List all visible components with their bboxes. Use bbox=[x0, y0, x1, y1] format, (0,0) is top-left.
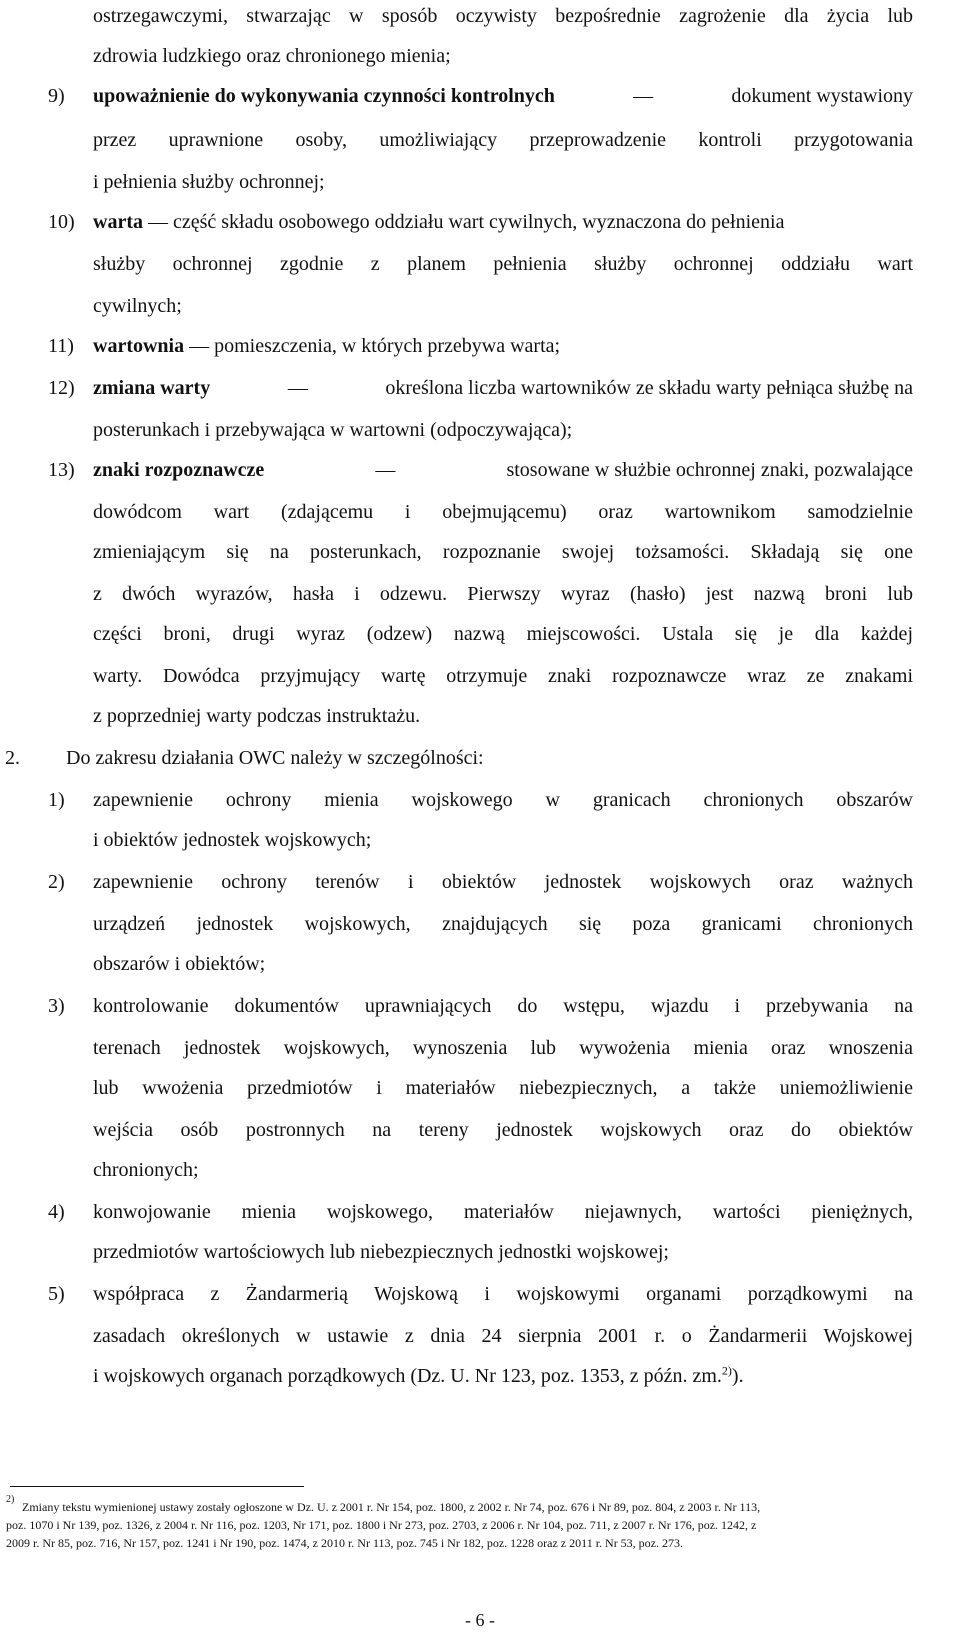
definition-first-line bbox=[93, 84, 913, 108]
footnote-line: poz. 1070 i Nr 139, poz. 1326, z 2004 r. Nr 116, poz. 1203, Nr 171, poz. 1800 i Nr 273, poz. 2703, z 2006 r. Nr 104, poz. 711, z 2007 r. Nr 176, poz. 1242, z bbox=[6, 1518, 757, 1532]
item-number: 13) bbox=[48, 459, 75, 481]
definition-first-line bbox=[93, 458, 913, 482]
item-number: 4) bbox=[48, 1201, 65, 1223]
text-line: przedmiotów wartościowych lub niebezpiecznych jednostki wojskowej; bbox=[93, 1241, 669, 1263]
text-line: dowódcom wart (zdającemu i obejmującemu) oraz wartownikom samodzielnie bbox=[93, 501, 913, 523]
footnote-mark: 2) bbox=[6, 1494, 15, 1505]
definition-term: warta bbox=[93, 211, 143, 233]
definition-term: zmiana warty bbox=[93, 377, 211, 399]
section-heading: Do zakresu działania OWC należy w szczególności: bbox=[66, 747, 484, 769]
text-line: cywilnych; bbox=[93, 295, 182, 317]
text-line: kontrolowanie dokumentów uprawniających do wstępu, wjazdu i przebywania na bbox=[93, 995, 913, 1017]
definition-text: część składu osobowego oddziału wart cywilnych, wyznaczona do pełnienia bbox=[172, 211, 785, 233]
definition-first-line bbox=[93, 376, 913, 400]
text-line-with-footnote-ref bbox=[93, 1364, 744, 1388]
definition-term: wartownia bbox=[93, 335, 185, 357]
text-line: warty. Dowódca przyjmujący wartę otrzymuje znaki rozpoznawcze wraz ze znakami bbox=[93, 665, 913, 687]
text-line: lub wwożenia przedmiotów i materiałów niebezpiecznych, a także uniemożliwienie bbox=[93, 1077, 913, 1099]
footnote-separator bbox=[10, 1486, 304, 1487]
page-number: - 6 - bbox=[465, 1610, 495, 1630]
item-number: 3) bbox=[48, 995, 65, 1017]
definition-text: określona liczba wartowników ze składu warty pełniąca służbę na bbox=[385, 377, 913, 399]
text-line: i obiektów jednostek wojskowych; bbox=[93, 829, 372, 851]
item-number: 11) bbox=[48, 335, 74, 357]
item-number: 5) bbox=[48, 1283, 65, 1305]
definition-first-line bbox=[93, 334, 560, 358]
text-line: ostrzegawczymi, stwarzając w sposób oczywisty bezpośrednie zagrożenie dla życia lub bbox=[93, 5, 913, 27]
dash: — bbox=[147, 211, 168, 233]
item-number: 12) bbox=[48, 377, 75, 399]
dash: — bbox=[287, 377, 308, 399]
text-line: przez uprawnione osoby, umożliwiający przeprowadzenie kontroli przygotowania bbox=[93, 129, 913, 151]
item-number: 1) bbox=[48, 789, 65, 811]
definition-term: upoważnienie do wykonywania czynności kontrolnych bbox=[93, 85, 555, 107]
text-line: wejścia osób postronnych na tereny jednostek wojskowych oraz do obiektów bbox=[93, 1119, 913, 1141]
text-line: urządzeń jednostek wojskowych, znajdujących się poza granicami chronionych bbox=[93, 913, 913, 935]
text-line: obszarów i obiektów; bbox=[93, 953, 266, 975]
definition-text: stosowane w służbie ochronnej znaki, pozwalające bbox=[506, 459, 913, 481]
item-number: 9) bbox=[48, 85, 65, 107]
text-line: zapewnienie ochrony terenów i obiektów jednostek wojskowych oraz ważnych bbox=[93, 871, 913, 893]
footnote-reference[interactable]: 2) bbox=[721, 1363, 732, 1378]
item-number: 10) bbox=[48, 211, 75, 233]
text-line: współpraca z Żandarmerią Wojskową i wojskowymi organami porządkowymi na bbox=[93, 1283, 913, 1305]
definition-first-line bbox=[93, 210, 784, 234]
text-line: posterunkach i przebywająca w wartowni (odpoczywająca); bbox=[93, 419, 573, 441]
text-line: służby ochronnej zgodnie z planem pełnienia służby ochronnej oddziału wart bbox=[93, 253, 913, 275]
definition-term: znaki rozpoznawcze bbox=[93, 459, 265, 481]
text-segment: i wojskowych organach porządkowych (Dz. U. Nr 123, poz. 1353, z późn. zm. bbox=[93, 1365, 722, 1387]
text-line: z poprzedniej warty podczas instruktażu. bbox=[93, 705, 421, 727]
section-number: 2. bbox=[5, 747, 20, 769]
text-line: i pełnienia służby ochronnej; bbox=[93, 171, 325, 193]
text-line: chronionych; bbox=[93, 1159, 199, 1181]
definition-text: dokument wystawiony bbox=[731, 85, 913, 107]
dash: — bbox=[375, 459, 396, 481]
text-line: konwojowanie mienia wojskowego, materiałów niejawnych, wartości pieniężnych, bbox=[93, 1201, 913, 1223]
dash: — bbox=[633, 85, 654, 107]
footnote-line: 2009 r. Nr 85, poz. 716, Nr 157, poz. 1241 i Nr 190, poz. 1474, z 2010 r. Nr 113, poz. 745 i Nr 182, poz. 1228 oraz z 2011 r. Nr 53, poz. 273. bbox=[6, 1536, 684, 1550]
dash: — bbox=[189, 335, 210, 357]
text-line: z dwóch wyrazów, hasła i odzewu. Pierwszy wyraz (hasło) jest nazwą broni lub bbox=[93, 583, 913, 605]
definition-text: pomieszczenia, w których przebywa warta; bbox=[214, 335, 561, 357]
text-segment: ). bbox=[731, 1365, 744, 1387]
text-line: części broni, drugi wyraz (odzew) nazwą miejscowości. Ustala się je dla każdej bbox=[93, 623, 913, 645]
text-line: zdrowia ludzkiego oraz chronionego mienia; bbox=[93, 45, 451, 67]
footnote-line: Zmiany tekstu wymienionej ustawy zostały ogłoszone w Dz. U. z 2001 r. Nr 154, poz. 1800, z 2002 r. Nr 74, poz. 676 i Nr 89, poz. 804, z 2003 r. Nr 113, bbox=[22, 1500, 761, 1514]
text-line: zasadach określonych w ustawie z dnia 24 sierpnia 2001 r. o Żandarmerii Wojskowej bbox=[93, 1325, 913, 1347]
text-line: zapewnienie ochrony mienia wojskowego w granicach chronionych obszarów bbox=[93, 789, 913, 811]
text-line: terenach jednostek wojskowych, wynoszenia lub wywożenia mienia oraz wnoszenia bbox=[93, 1037, 913, 1059]
text-line: zmieniającym się na posterunkach, rozpoznanie swojej tożsamości. Składają się one bbox=[93, 541, 913, 563]
item-number: 2) bbox=[48, 871, 65, 893]
